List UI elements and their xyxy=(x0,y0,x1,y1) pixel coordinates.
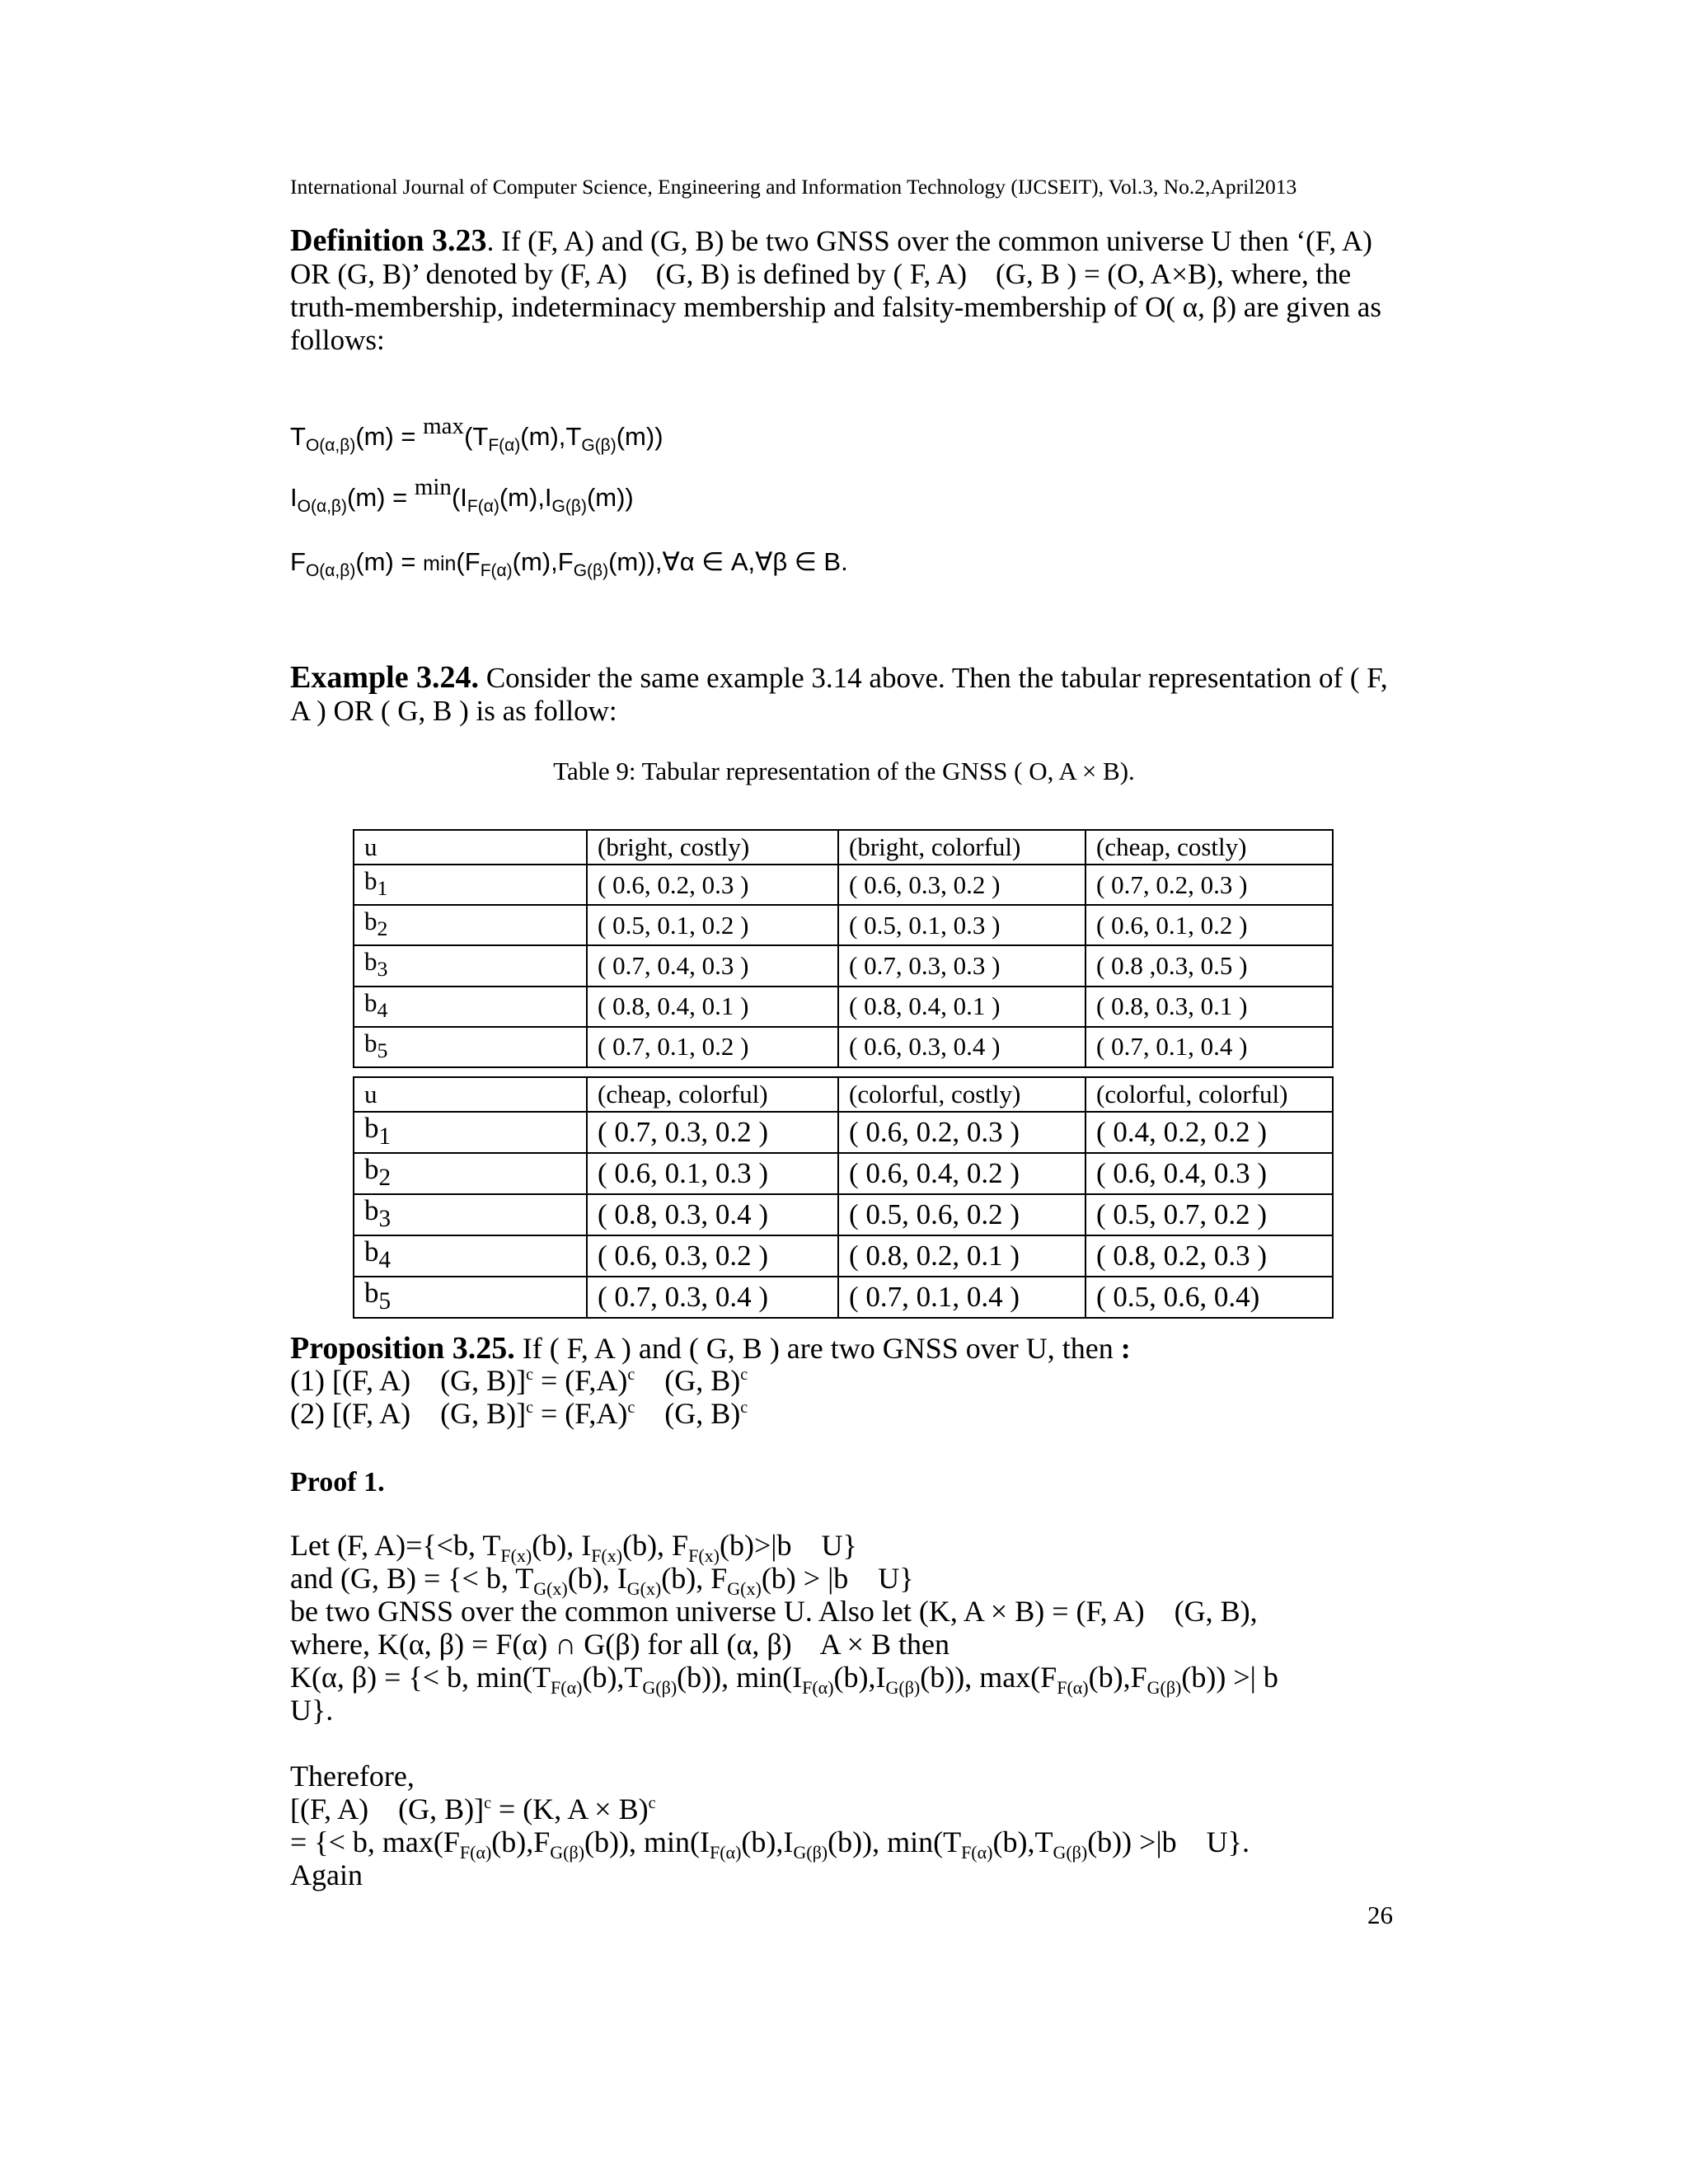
example-line-1: Example 3.24. Consider the same example 3.14 above. Then the tabular representation of ( F, xyxy=(290,660,1388,695)
header-cell: (cheap, costly) xyxy=(1085,830,1333,865)
definition-title: Definition 3.23 xyxy=(290,223,487,258)
row-label: $b_5$ xyxy=(354,1277,587,1318)
table-caption: Table 9: Tabular representation of the GNSS ( O, A × B). xyxy=(553,757,1135,785)
table-cell: ( 0.8, 0.3, 0.1 ) xyxy=(1085,987,1333,1027)
page-number: 26 xyxy=(1367,1900,1393,1929)
example-title: Example 3.24. xyxy=(290,660,480,695)
row-label: $b_4$ xyxy=(354,987,587,1027)
proposition-heading: Proposition 3.25. If ( F, A ) and ( G, B ) are two GNSS over U, then : xyxy=(290,1331,1131,1366)
example-line-2: A ) OR ( G, B ) is as follow: xyxy=(290,695,617,727)
definition-line-1: Definition 3.23. If (F, A) and (G, B) be two GNSS over the common universe U then ‘(F, A) xyxy=(290,223,1372,258)
proof-line-1: Let (F, A)={<b, $T_{F(x)}(b)$, $I_{F(x)}(b)$, $F_{F(x)}(b)>|b$ U} xyxy=(290,1529,857,1567)
row-label: $b_2$ xyxy=(354,1153,587,1194)
table-cell: ( 0.6, 0.1, 0.2 ) xyxy=(1085,905,1333,945)
running-header: International Journal of Computer Science, Engineering and Information Technology (IJCSEIT), Vol.3, No.2,April2013 xyxy=(290,175,1297,199)
table-cell: ( 0.7, 0.2, 0.3 ) xyxy=(1085,865,1333,905)
table-cell: ( 0.8, 0.4, 0.1 ) xyxy=(838,987,1085,1027)
table-cell: ( 0.7, 0.3, 0.4 ) xyxy=(587,1277,838,1318)
table-1 xyxy=(353,829,1334,1068)
table-2 xyxy=(353,1076,1334,1319)
proof-line-5: K(α, β) = {< b, $\min(T_{F(\alpha)}(b),T_{G(\beta)}(b))$, $\min(I_{F(\alpha)}(b),I_{G(\beta)}(b))$, $\max(F_{F(\alpha)}(b),F_{G(\beta)}(b))$ >| b xyxy=(290,1661,1278,1699)
table-cell: ( 0.5, 0.6, 0.4) xyxy=(1085,1277,1333,1318)
row-label: $b_2$ xyxy=(354,905,587,945)
table-header-row xyxy=(354,830,1333,865)
table-cell: ( 0.8, 0.2, 0.1 ) xyxy=(838,1235,1085,1277)
table-row xyxy=(354,1027,1333,1067)
proof-line-4: where, K(α, β) = F(α) ∩ G(β) for all (α, β) A × B then xyxy=(290,1628,950,1661)
table-row xyxy=(354,987,1333,1027)
table-cell: ( 0.7, 0.1, 0.4 ) xyxy=(1085,1027,1333,1067)
table-row xyxy=(354,1235,1333,1277)
table-cell: ( 0.7, 0.3, 0.2 ) xyxy=(587,1112,838,1153)
header-cell: (colorful, costly) xyxy=(838,1077,1085,1112)
row-label: $b_4$ xyxy=(354,1235,587,1277)
table-row xyxy=(354,905,1333,945)
definition-line-3: truth-membership, indeterminacy membership and falsity-membership of O( α, β) are given as xyxy=(290,291,1381,323)
table-cell: ( 0.6, 0.3, 0.4 ) xyxy=(838,1027,1085,1067)
table-row xyxy=(354,1194,1333,1235)
table-cell: ( 0.5, 0.7, 0.2 ) xyxy=(1085,1194,1333,1235)
row-label: $b_1$ xyxy=(354,1112,587,1153)
row-label: $b_5$ xyxy=(354,1027,587,1067)
definition-block xyxy=(290,224,1395,357)
formula-indeterminacy: $I_{O(\alpha,\beta)}(m) = \min(I_{F(\alpha)}(m),I_{G(\beta)}(m))$ xyxy=(290,474,634,517)
table-cell: ( 0.6, 0.1, 0.3 ) xyxy=(587,1153,838,1194)
table-row xyxy=(354,865,1333,905)
table-cell: ( 0.8, 0.4, 0.1 ) xyxy=(587,987,838,1027)
table-cell: ( 0.6, 0.2, 0.3 ) xyxy=(587,865,838,905)
table-cell: ( 0.6, 0.3, 0.2 ) xyxy=(587,1235,838,1277)
proof-line-7: [(F, A) (G, B)]$^c$ = (K, A × B)$^c$ xyxy=(290,1793,656,1825)
header-cell: (bright, colorful) xyxy=(838,830,1085,865)
row-label: $b_1$ xyxy=(354,865,587,905)
proof-title: Proof 1. xyxy=(290,1467,385,1497)
table-cell: ( 0.6, 0.3, 0.2 ) xyxy=(838,865,1085,905)
proof-line-3: be two GNSS over the common universe U. Also let (K, A × B) = (F, A) (G, B), xyxy=(290,1595,1258,1628)
proposition-item-1: (1) [(F, A) (G, $B)]^c = (F,A)^c$ (G, B)$^c$ xyxy=(290,1364,748,1397)
table-cell: ( 0.5, 0.1, 0.3 ) xyxy=(838,905,1085,945)
proof-again: Again xyxy=(290,1858,363,1891)
header-cell: (colorful, colorful) xyxy=(1085,1077,1333,1112)
table-cell: ( 0.8 ,0.3, 0.5 ) xyxy=(1085,945,1333,986)
example-block xyxy=(290,661,1395,728)
table-cell: ( 0.7, 0.4, 0.3 ) xyxy=(587,945,838,986)
table-row xyxy=(354,1277,1333,1318)
header-cell: u xyxy=(354,1077,587,1112)
header-cell: (bright, costly) xyxy=(587,830,838,865)
table-cell: ( 0.5, 0.1, 0.2 ) xyxy=(587,905,838,945)
proof-line-2: and (G, B) = {< b, $T_{G(x)}(b)$, $I_{G(x)}(b)$, $F_{G(x)}(b) > |b$ U} xyxy=(290,1562,914,1600)
row-label: $b_3$ xyxy=(354,945,587,986)
table-row xyxy=(354,1112,1333,1153)
formula-falsity: $F_{O(\alpha,\beta)}(m)$ = $\min(F_{F(\alpha)}(m),F_{G(\beta)}(m)),\forall\alpha$ ∈ A,∀β ∈ B. xyxy=(290,547,848,581)
row-label: $b_3$ xyxy=(354,1194,587,1235)
proof-therefore: Therefore, xyxy=(290,1760,415,1793)
table-cell: ( 0.7, 0.1, 0.4 ) xyxy=(838,1277,1085,1318)
table-cell: ( 0.6, 0.4, 0.3 ) xyxy=(1085,1153,1333,1194)
table-row xyxy=(354,945,1333,986)
table-cell: ( 0.8, 0.3, 0.4 ) xyxy=(587,1194,838,1235)
header-cell: u xyxy=(354,830,587,865)
proof-line-8: = {< b, $\max(F_{F(\alpha)}(b),F_{G(\beta)}(b))$, $\min(I_{F(\alpha)}(b),I_{G(\beta)}(b))$, $\min(T_{F(\alpha)}(b),T_{G(\beta)}(b)) >|b$ U}. xyxy=(290,1825,1250,1863)
table-row xyxy=(354,1153,1333,1194)
table-cell: ( 0.7, 0.1, 0.2 ) xyxy=(587,1027,838,1067)
definition-line-4: follows: xyxy=(290,324,385,356)
table-cell: ( 0.4, 0.2, 0.2 ) xyxy=(1085,1112,1333,1153)
table-cell: ( 0.5, 0.6, 0.2 ) xyxy=(838,1194,1085,1235)
proof-line-6: U}. xyxy=(290,1694,334,1727)
proposition-item-2: (2) [(F, A) (G, $B)]^c = (F,A)^c$ (G, B)$^c$ xyxy=(290,1397,748,1430)
table-cell: ( 0.7, 0.3, 0.3 ) xyxy=(838,945,1085,986)
formula-truth: $T_{O(\alpha,\beta)}(m) = \max(T_{F(\alpha)}(m),T_{G(\beta)}(m))$ xyxy=(290,413,663,456)
table-header-row xyxy=(354,1077,1333,1112)
definition-line-2: OR (G, B)’ denoted by (F, A) (G, B) is defined by ( F, A) (G, B ) = (O, A×B), where, the xyxy=(290,258,1352,290)
table-cell: ( 0.8, 0.2, 0.3 ) xyxy=(1085,1235,1333,1277)
header-cell: (cheap, colorful) xyxy=(587,1077,838,1112)
proposition-title: Proposition 3.25. xyxy=(290,1331,515,1366)
table-cell: ( 0.6, 0.4, 0.2 ) xyxy=(838,1153,1085,1194)
table-cell: ( 0.6, 0.2, 0.3 ) xyxy=(838,1112,1085,1153)
